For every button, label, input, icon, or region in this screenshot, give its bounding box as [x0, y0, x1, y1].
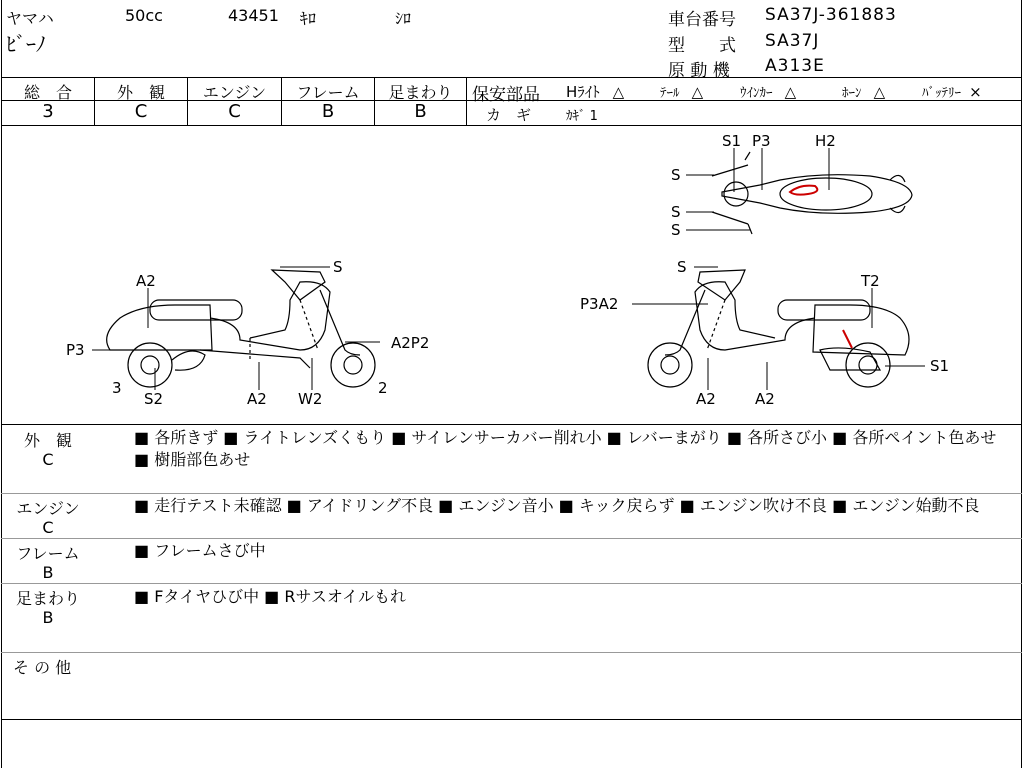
chassis-label: 車台番号: [668, 10, 736, 30]
mileage-unit: ｷﾛ: [300, 9, 317, 28]
engine-label: 原 動 機: [668, 61, 730, 81]
safety-winker: [740, 82, 796, 101]
damage-mark-top: [790, 186, 817, 195]
label-left-2: 2: [378, 379, 388, 397]
label-right-s1: S1: [930, 357, 950, 375]
key-value: ｶｷﾞ 1: [566, 109, 598, 124]
label-right-a2-front: A2: [696, 390, 716, 408]
remark-suspension-text: ■ Fタイヤひび中 ■ Rサスオイルもれ: [134, 587, 407, 606]
body-color: ｼﾛ: [395, 9, 412, 28]
remark-divider: [1, 652, 1022, 653]
model-name: ﾋﾞｰﾉ: [6, 32, 46, 56]
grade-suspension-value: B: [414, 101, 427, 122]
maker-name: ヤマハ: [6, 9, 54, 28]
label-left-a2-seat: A2: [136, 272, 156, 290]
label-top-h2: H2: [815, 132, 836, 150]
grade-top-rule: [1, 77, 1022, 78]
key-label: カ ギ: [486, 106, 532, 124]
remarks-top-rule: [1, 424, 1022, 425]
label-left-p3: P3: [66, 341, 85, 359]
remark-other-label: そ の 他: [13, 658, 72, 677]
safety-item-mark: ×: [969, 83, 982, 101]
remark-engine-grade: C: [42, 518, 54, 537]
remark-engine-label: エンジン: [16, 499, 80, 518]
remark-exterior-label: 外 観: [23, 431, 72, 450]
label-left-a2-floor: A2: [247, 390, 267, 408]
safety-headlight: [566, 81, 624, 102]
grade-suspension-label: 足まわり: [388, 83, 453, 102]
scooter-diagram: [0, 126, 1024, 424]
remark-engine-text: ■ 走行テスト未確認 ■ アイドリング不良 ■ エンジン音小 ■ キック戻らず ■ エンジン吹け不良 ■ エンジン始動不良: [134, 496, 980, 515]
grade-frame-label: フレーム: [296, 83, 360, 102]
label-top-s-stand: S: [671, 221, 681, 239]
label-top-s-lower: S: [671, 203, 681, 221]
remarks-bottom-rule: [1, 719, 1022, 720]
remark-frame-text: ■ フレームさび中: [134, 541, 266, 560]
label-right-s: S: [677, 258, 687, 276]
grade-frame-value: B: [321, 101, 335, 122]
safety-item-mark: △: [784, 83, 797, 101]
safety-item-mark: △: [691, 83, 704, 101]
remark-exterior-grade: C: [42, 450, 54, 469]
damage-mark-side: [843, 330, 852, 348]
grade-exterior-value: C: [134, 101, 148, 122]
grade-overall-value: 3: [42, 101, 54, 122]
remark-suspension-label: 足まわり: [15, 589, 80, 608]
remark-divider: [1, 583, 1022, 584]
engine-value: A313E: [765, 56, 825, 76]
remark-frame-label: フレーム: [16, 544, 80, 563]
grade-overall-label: 総 合: [23, 83, 72, 102]
remark-divider: [1, 493, 1022, 494]
safety-item-name: ﾃｰﾙ: [660, 86, 680, 101]
label-left-s2: S2: [144, 390, 164, 408]
safety-taillight: [660, 82, 703, 101]
label-left-3: 3: [112, 379, 122, 397]
safety-item-mark: △: [873, 83, 886, 101]
label-top-s-upper: S: [671, 166, 681, 184]
remark-frame-grade: B: [42, 563, 54, 582]
grade-engine-value: C: [228, 101, 241, 122]
grade-exterior-label: 外 観: [116, 83, 165, 102]
remark-exterior-text: ■ 各所きず ■ ライトレンズくもり ■ サイレンサーカバー削れ小 ■ レバーまがり ■ 各所さび小 ■ 各所ペイント色あせ ■ 樹脂部色あせ: [134, 428, 997, 469]
safety-battery: [922, 82, 982, 101]
type-label: 型 式: [668, 36, 736, 56]
remark-divider: [1, 538, 1022, 539]
safety-item-name: ﾎｰﾝ: [842, 86, 862, 101]
type-value: SA37J: [765, 31, 820, 51]
label-top-p3: P3: [752, 132, 771, 150]
label-right-p3a2: P3A2: [580, 295, 619, 313]
label-right-t2: T2: [861, 272, 880, 290]
displacement: 50cc: [125, 6, 163, 25]
grade-divider: [466, 77, 467, 125]
safety-parts-label: 保安部品: [472, 85, 540, 105]
safety-item-name: ｳｲﾝｶｰ: [740, 86, 773, 101]
grade-engine-label: エンジン: [202, 83, 267, 102]
remark-suspension-grade: B: [42, 608, 54, 627]
label-left-w2: W2: [298, 390, 323, 408]
label-left-s-handle: S: [333, 258, 343, 276]
label-top-s1: S1: [722, 132, 742, 150]
safety-item-name: ﾊﾞｯﾃﾘｰ: [922, 86, 961, 101]
mileage-value: 43451: [228, 6, 279, 25]
chassis-value: SA37J-361883: [765, 5, 897, 25]
label-right-a2-floor: A2: [755, 390, 775, 408]
safety-item-name: Hﾗｲﾄ: [566, 83, 600, 101]
safety-item-mark: △: [612, 83, 625, 101]
safety-horn: [842, 82, 885, 101]
label-left-a2p2: A2P2: [391, 334, 430, 352]
